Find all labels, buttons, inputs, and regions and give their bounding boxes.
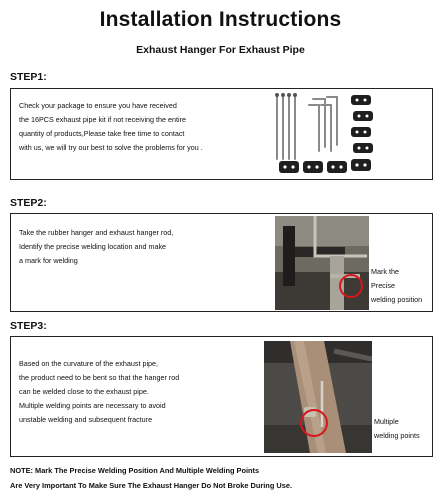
step3-caption bbox=[374, 415, 420, 443]
step2-line: Take the rubber hanger and exhaust hanger rod, bbox=[19, 228, 174, 237]
step2-caption-line: Precise bbox=[371, 281, 395, 290]
step3-line: unstable welding and subsequent fracture bbox=[19, 415, 153, 424]
step2-line: a mark for welding bbox=[19, 256, 78, 265]
step3-caption-line: Multiple bbox=[374, 417, 399, 426]
note bbox=[10, 463, 292, 493]
step3-line: Multiple welding points are necessary to avoid bbox=[19, 401, 166, 410]
step3-text bbox=[19, 357, 179, 427]
note-line: Are Very Important To Make Sure The Exhaust Hanger Do Not Broke During Use. bbox=[10, 481, 292, 490]
page-subtitle: Exhaust Hanger For Exhaust Pipe bbox=[136, 44, 305, 56]
step2-photo bbox=[275, 216, 369, 310]
step3-box bbox=[10, 336, 433, 457]
step1-label: STEP1: bbox=[10, 71, 47, 83]
step1-line: Check your package to ensure you have received bbox=[19, 101, 177, 110]
step1-line: with us, we will try our best to solve the problems for you . bbox=[19, 143, 203, 152]
step3-line: the product need to be bent so that the hanger rod bbox=[19, 373, 180, 382]
step3-label: STEP3: bbox=[10, 320, 47, 332]
step1-line: quantity of products,Please take free time to contact bbox=[19, 129, 185, 138]
step1-box bbox=[10, 88, 433, 180]
step3-photo bbox=[264, 341, 372, 453]
step3-caption-line: welding points bbox=[374, 431, 420, 440]
step2-label: STEP2: bbox=[10, 197, 47, 209]
step2-caption-line: welding position bbox=[371, 295, 423, 304]
step3-line: Based on the curvature of the exhaust pipe, bbox=[19, 359, 159, 368]
note-line: NOTE: Mark The Precise Welding Position And Multiple Welding Points bbox=[10, 466, 260, 475]
step2-line: Identify the precise welding location and make bbox=[19, 242, 167, 251]
step2-caption-line: Mark the bbox=[371, 267, 399, 276]
step2-caption bbox=[371, 265, 422, 307]
step3-line: can be welded close to the exhaust pipe. bbox=[19, 387, 149, 396]
step1-text bbox=[19, 99, 203, 155]
step2-box bbox=[10, 213, 433, 312]
page-title: Installation Instructions bbox=[99, 8, 342, 31]
step2-text bbox=[19, 226, 173, 268]
step1-line: the 16PCS exhaust pipe kit if not receiving the entire bbox=[19, 115, 187, 124]
product-kit-image bbox=[273, 91, 379, 177]
